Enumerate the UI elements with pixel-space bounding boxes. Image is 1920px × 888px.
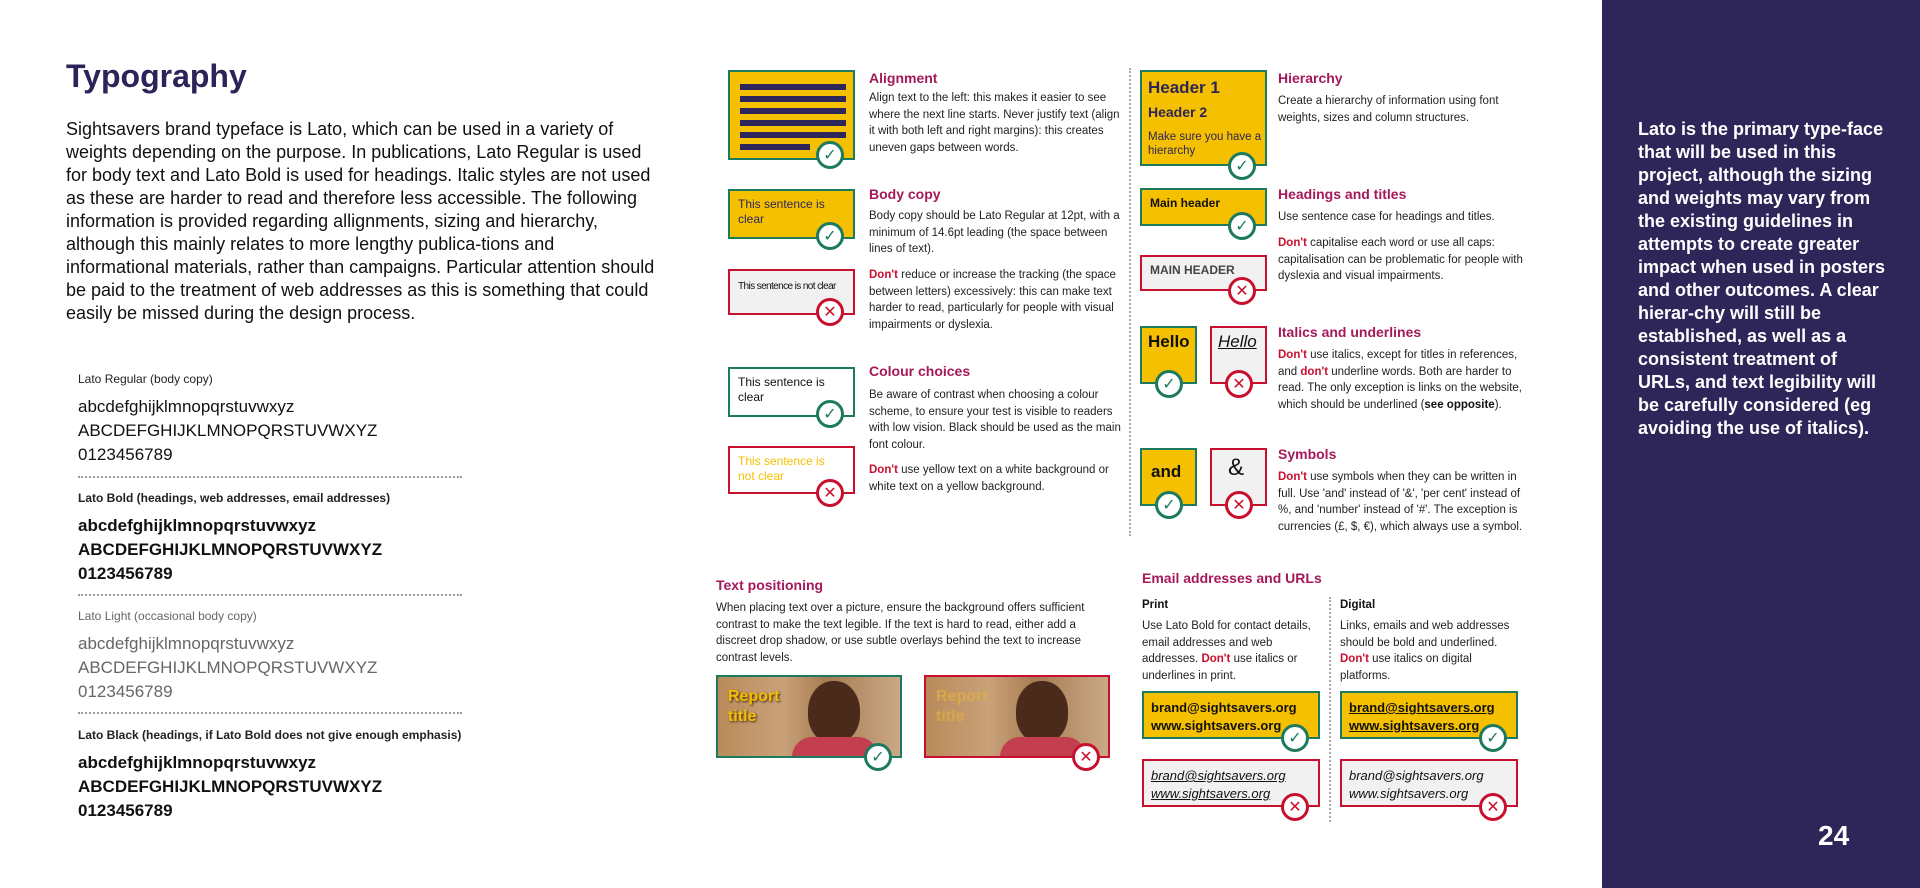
sample-text: Main header	[1150, 196, 1221, 210]
specimen-lowercase: abcdefghijklmnopqrstuvwxyz	[78, 634, 295, 653]
headings-dont	[1278, 235, 1528, 285]
colour-dont	[869, 462, 1121, 495]
cross-icon: ✕	[1225, 370, 1253, 398]
symbols-heading: Symbols	[1278, 446, 1337, 462]
hierarchy-body: Create a hierarchy of information using font weights, sizes and column structures.	[1278, 95, 1499, 124]
check-icon: ✓	[1479, 724, 1507, 752]
sample-text: This sentence is clear	[738, 197, 825, 226]
sample-header-1: Header 1	[1148, 78, 1220, 97]
text-positioning-body: When placing text over a picture, ensure the background offers sufficient contrast to make the text legible. If the text is hard to read, either add a discreet drop shadow, or use subtle overlays behind the text to increase contrast levels.	[716, 602, 1085, 664]
column-divider	[1129, 68, 1131, 536]
print-body	[1142, 618, 1322, 684]
specimen-lato-regular	[78, 372, 468, 467]
cross-icon: ✕	[816, 298, 844, 326]
girl-portrait	[1016, 681, 1068, 743]
sample-text: This sentence is not clear	[738, 454, 825, 483]
specimen-lato-bold	[78, 491, 468, 586]
page-title: Typography	[66, 58, 247, 94]
check-icon: ✓	[816, 141, 844, 169]
colour-body: Be aware of contrast when choosing a colour scheme, to ensure your test is visible to readers with low vision. Black should be used as the main font colour.	[869, 389, 1121, 451]
web-link: www.sightsavers.org	[1349, 718, 1480, 733]
print-text: Use Lato Bold for contact details, email addresses and web addresses.	[1142, 620, 1311, 665]
email-address: brand@sightsavers.org	[1151, 768, 1286, 783]
cross-icon: ✕	[1228, 277, 1256, 305]
divider	[78, 476, 462, 478]
dont-text: use yellow text on a white background or white text on a yellow background.	[869, 464, 1109, 493]
cross-icon: ✕	[1281, 793, 1309, 821]
digital-body	[1340, 618, 1520, 684]
page-number: 24	[1818, 820, 1850, 851]
italics-text-3: ).	[1494, 398, 1502, 411]
dont-label: Don't	[1278, 349, 1307, 361]
sample-text: &	[1228, 454, 1245, 481]
dont-label: Don't	[1340, 653, 1369, 665]
check-icon: ✓	[1155, 491, 1183, 519]
check-icon: ✓	[1155, 370, 1183, 398]
specimen-lowercase: abcdefghijklmnopqrstuvwxyz	[78, 397, 295, 416]
alignment-heading: Alignment	[869, 70, 938, 86]
headings-heading: Headings and titles	[1278, 186, 1407, 202]
specimen-lowercase: abcdefghijklmnopqrstuvwxyz	[78, 516, 317, 535]
web-address: www.sightsavers.org	[1151, 718, 1282, 733]
italics-text-1: use italics, except for titles in references, and	[1278, 349, 1518, 378]
dont-label: Don't	[869, 464, 898, 476]
specimen-uppercase: ABCDEFGHIJKLMNOPQRSTUVWXYZ	[78, 777, 383, 796]
photo-title: Report title	[936, 688, 988, 725]
specimen-lato-light	[78, 609, 468, 704]
cross-icon: ✕	[816, 479, 844, 507]
print-heading: Print	[1142, 599, 1169, 611]
email-heading: Email addresses and URLs	[1142, 570, 1322, 586]
headings-body: Use sentence case for headings and titles.	[1278, 211, 1495, 223]
text-positioning-heading: Text positioning	[716, 577, 824, 593]
check-icon: ✓	[1228, 152, 1256, 180]
check-icon: ✓	[816, 400, 844, 428]
colour-heading: Colour choices	[869, 363, 971, 379]
specimen-numbers: 0123456789	[78, 564, 173, 583]
italics-heading: Italics and underlines	[1278, 324, 1422, 340]
cross-icon: ✕	[1225, 491, 1253, 519]
cross-icon: ✕	[1072, 743, 1100, 771]
dont-label: Don't	[1278, 237, 1307, 249]
symbols-text: use symbols when they can be written in full. Use 'and' instead of '&', 'per cent' instead of %, and 'number' instead of '#'. The exception is currencies (£, $, €), which always use a symbol.	[1278, 471, 1523, 533]
body-copy-heading: Body copy	[869, 186, 941, 202]
sample-paragraph: Make sure you have a hierarchy	[1148, 131, 1262, 157]
digital-heading: Digital	[1340, 599, 1376, 611]
check-icon: ✓	[864, 743, 892, 771]
sample-text: This sentence is not clear	[738, 281, 836, 292]
specimen-label: Lato Regular (body copy)	[78, 372, 213, 386]
intro-paragraph: Sightsavers brand typeface is Lato, which can be used in a variety of weights depending on the purpose. In publications, Lato Regular is used for body text and Lato Bold is used for headings. Italic styles are not used as these are harder to read and therefore less accessible. The following information is provided regarding allignments, sizing and hierarchy, although this mainly relates to more lengthy publica-tions and informational materials, rather than campaigns. Particular attention should be paid to the treatment of web addresses as this is something that could easily be missed during the design process.	[66, 119, 655, 323]
email-link: brand@sightsavers.org	[1349, 700, 1495, 715]
sample-text: This sentence is clear	[738, 375, 825, 404]
web-address: www.sightsavers.org	[1349, 786, 1469, 801]
side-panel-text: Lato is the primary type-face that will be used in this project, although the sizing and weights may vary from the existing guidelines in attempts to create greater impact when used in posters and other outcomes. A clear hierar-chy will still be established, as well as a consistent treatment of URLs, and text legibility will be carefully considered (eg avoiding the use of italics).	[1638, 119, 1886, 438]
italics-body	[1278, 347, 1534, 413]
email-address: brand@sightsavers.org	[1151, 700, 1297, 715]
divider	[78, 712, 462, 714]
column-divider	[1329, 597, 1331, 822]
digital-text: Links, emails and web addresses should be bold and underlined.	[1340, 620, 1510, 649]
specimen-numbers: 0123456789	[78, 445, 173, 464]
check-icon: ✓	[1281, 724, 1309, 752]
specimen-uppercase: ABCDEFGHIJKLMNOPQRSTUVWXYZ	[78, 540, 383, 559]
girl-portrait	[808, 681, 860, 743]
check-icon: ✓	[1228, 212, 1256, 240]
alignment-body: Align text to the left: this makes it easier to see where the next line starts. Never justify text (align it with both left and right margins): this creates uneven gaps between words.	[869, 92, 1120, 154]
specimen-lato-black	[78, 728, 468, 823]
see-opposite-link: see opposite	[1424, 398, 1495, 411]
dont-text: reduce or increase the tracking (the space between letters) excessively: this can make text harder to read, particularly for people with visual impairments or dyslexia.	[869, 269, 1116, 331]
body-copy-dont	[869, 267, 1121, 333]
cross-icon: ✕	[1479, 793, 1507, 821]
body-copy-body: Body copy should be Lato Regular at 12pt, with a minimum of 14.6pt leading (the space between lines of text).	[869, 210, 1120, 255]
hierarchy-sample	[1140, 70, 1267, 166]
specimen-uppercase: ABCDEFGHIJKLMNOPQRSTUVWXYZ	[78, 421, 378, 440]
specimen-label: Lato Light (occasional body copy)	[78, 609, 257, 623]
email-address: brand@sightsavers.org	[1349, 768, 1484, 783]
sample-text: Hello	[1148, 332, 1190, 351]
sample-text: MAIN HEADER	[1150, 263, 1235, 277]
sample-header-2: Header 2	[1148, 104, 1208, 120]
specimen-label: Lato Black (headings, if Lato Bold does not give enough emphasis)	[78, 728, 462, 742]
dont-text: capitalise each word or use all caps: capitalisation can be problematic for people with dyslexia and visual impairments.	[1278, 237, 1523, 282]
symbols-body	[1278, 469, 1534, 535]
digital-text-2: use italics on digital platforms.	[1340, 653, 1472, 682]
photo-title: Report title	[728, 688, 780, 725]
dont-label-2: don't	[1300, 365, 1329, 378]
specimen-lowercase: abcdefghijklmnopqrstuvwxyz	[78, 753, 317, 772]
dont-label: Don't	[869, 269, 898, 281]
web-address: www.sightsavers.org	[1151, 786, 1271, 801]
sample-text: and	[1151, 462, 1182, 481]
dont-label: Don't	[1201, 653, 1231, 665]
check-icon: ✓	[816, 222, 844, 250]
specimen-numbers: 0123456789	[78, 801, 173, 820]
specimen-label: Lato Bold (headings, web addresses, email addresses)	[78, 491, 391, 505]
italics-text-2: underline words. Both are harder to read. The only exception is links on the website, which should be underlined (	[1278, 365, 1522, 411]
sample-text: Hello	[1218, 332, 1257, 351]
hierarchy-heading: Hierarchy	[1278, 70, 1343, 86]
specimen-uppercase: ABCDEFGHIJKLMNOPQRSTUVWXYZ	[78, 658, 378, 677]
dont-label: Don't	[1278, 471, 1307, 483]
print-text-2: use italics or underlines in print.	[1142, 653, 1298, 682]
specimen-numbers: 0123456789	[78, 682, 173, 701]
divider	[78, 594, 462, 596]
